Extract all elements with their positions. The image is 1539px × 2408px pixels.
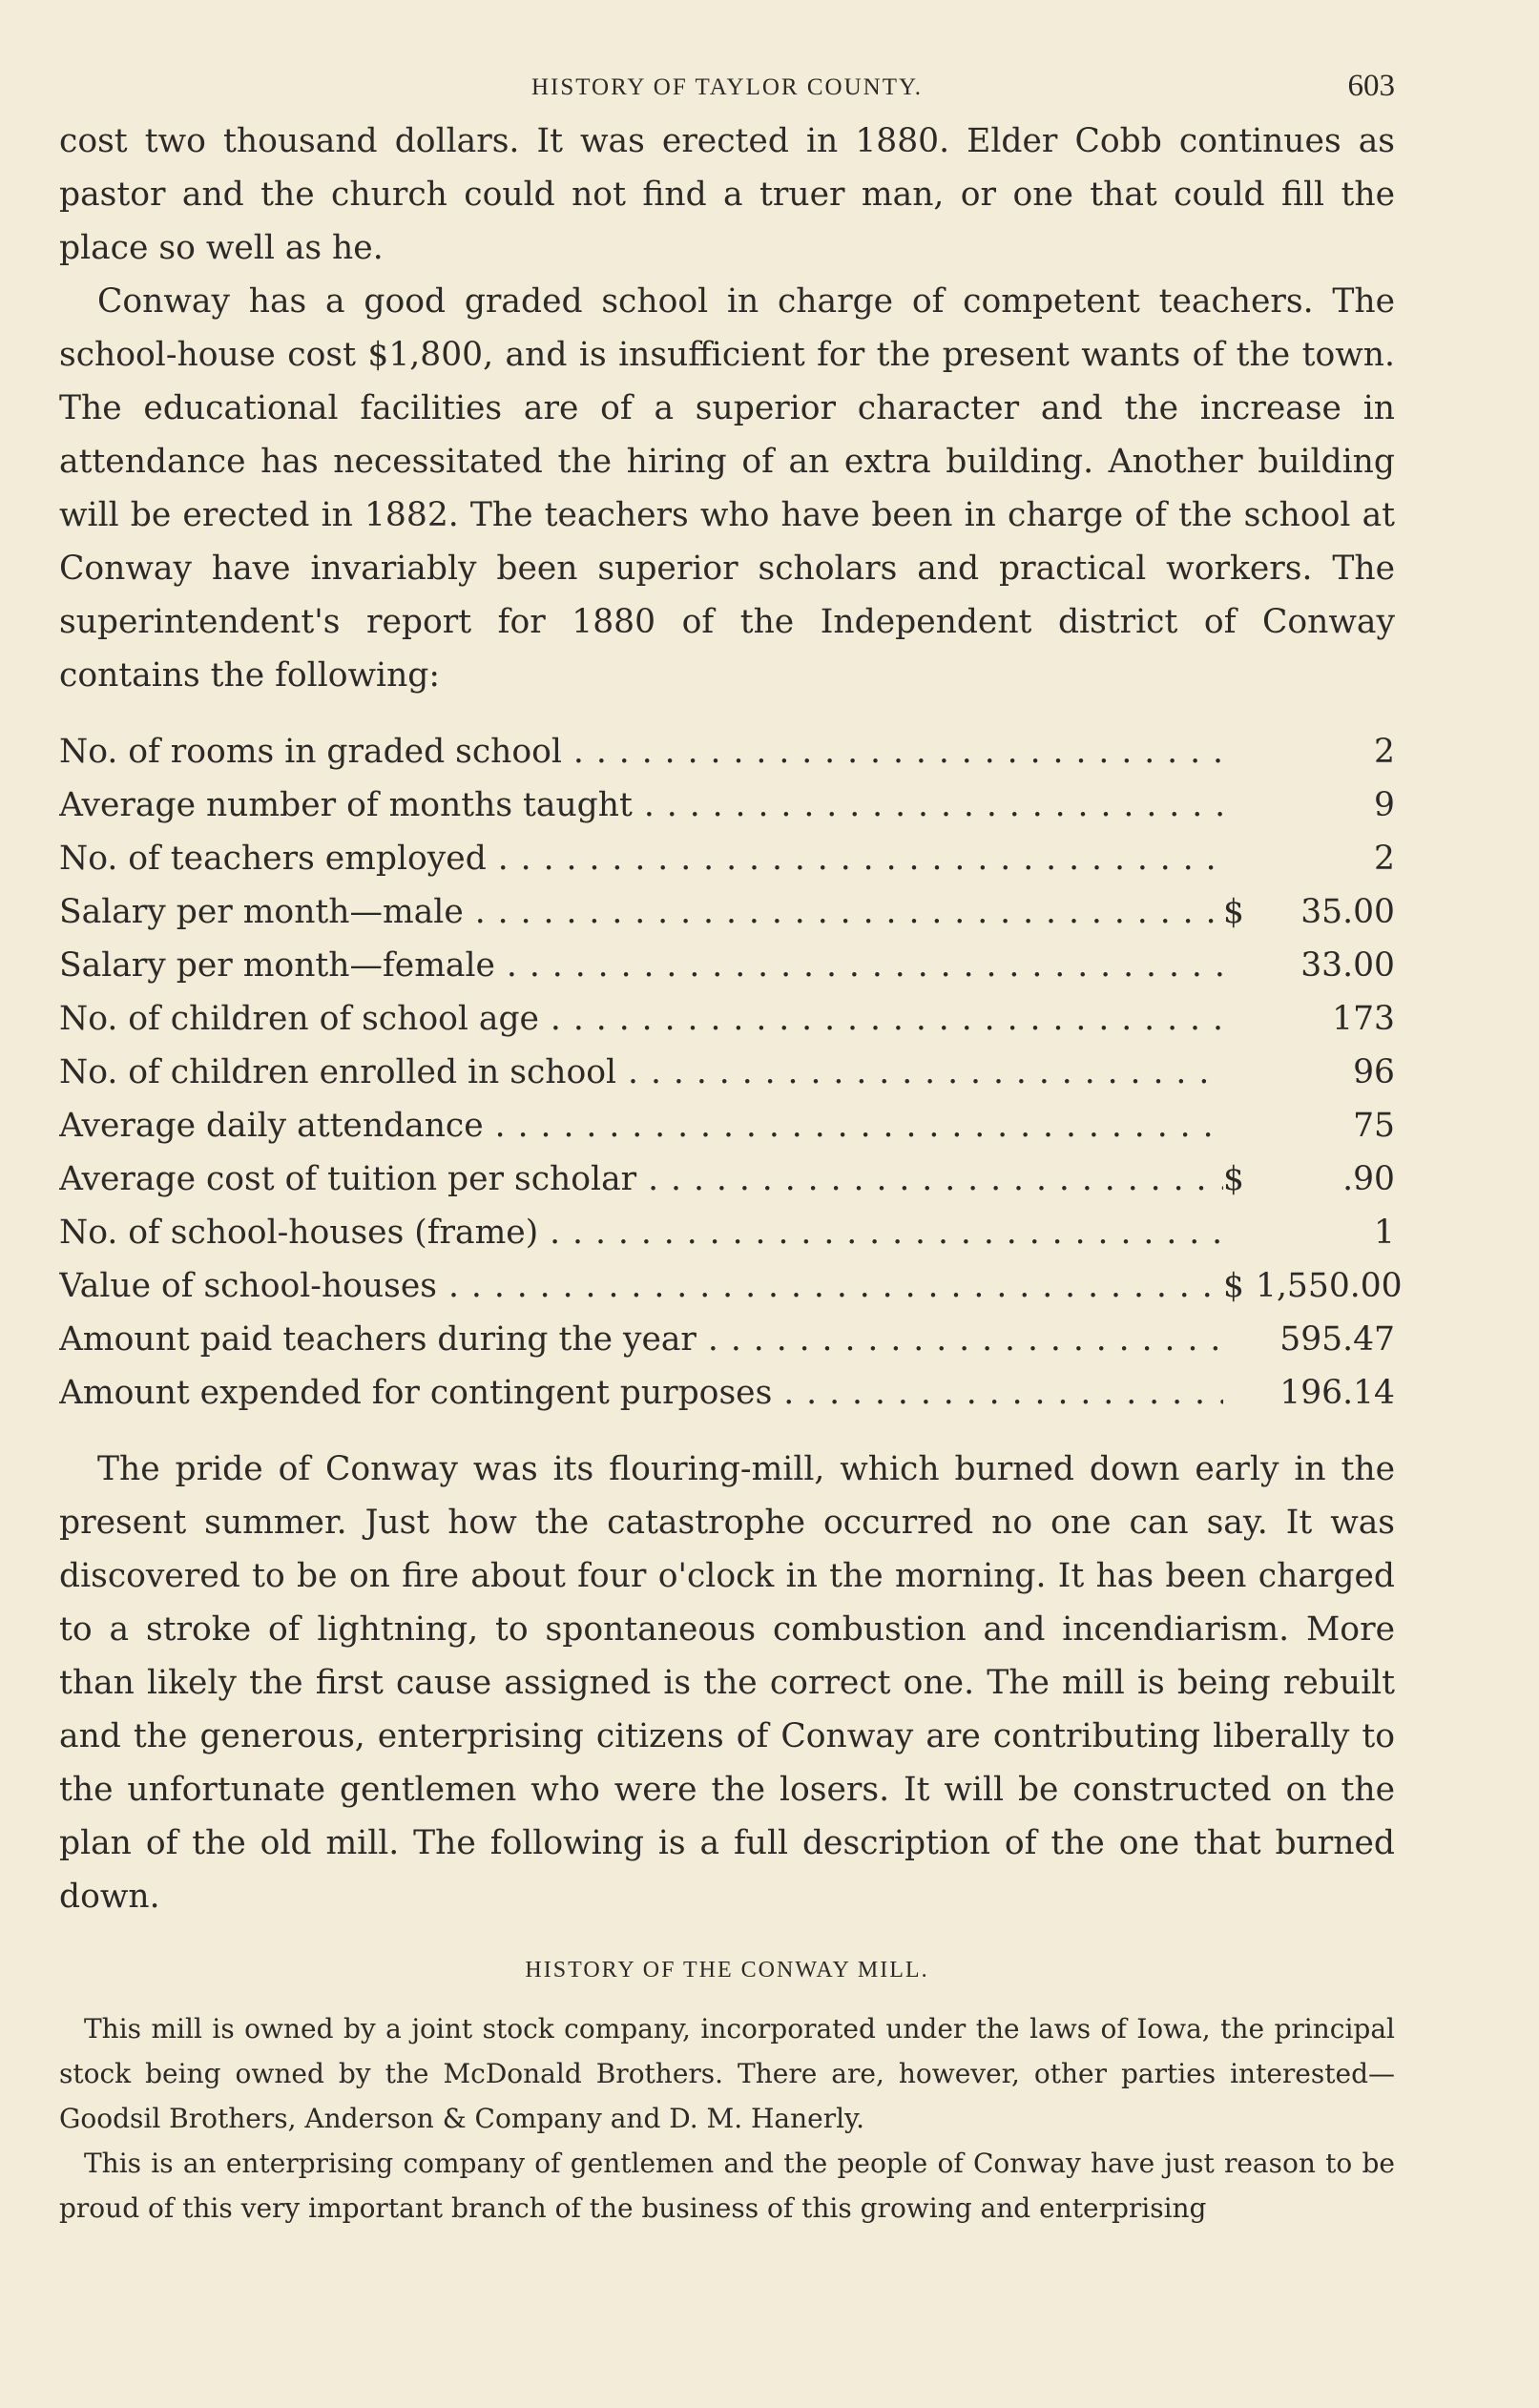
book-page [59, 57, 1403, 2231]
running-title: HISTORY OF TAYLOR COUNTY. [530, 74, 924, 100]
stat-value: 96 [1353, 1053, 1395, 1091]
stat-currency: $ [1223, 893, 1244, 931]
stat-label: Amount paid teachers during the year . . . [59, 1313, 1223, 1366]
stat-row [59, 778, 1395, 832]
section-paragraph: This mill is owned by a joint stock company, incorporated under the laws of Iowa, the principal stock being owned by the McDonald Brothers. There are, however, other parties interested—Goodsil Brothers, Anderson & Company and D. M. Hanerly. [59, 2013, 1395, 2134]
stat-value: 595.47 [1279, 1320, 1395, 1359]
stat-value: 9 [1374, 786, 1395, 824]
stat-value: .90 [1342, 1160, 1395, 1198]
stat-row [59, 1206, 1395, 1259]
stat-currency: $ [1223, 1160, 1244, 1198]
body-paragraph: Conway has a good graded school in charge of competent teachers. The school-house cost $1,800, and is insufficient for the present wants of the town. The educational facilities are of a superior character and the increase in attendance has necessitated the hiring of an extra building. Another building will be erected in 1882. The teachers who have been in charge of the school at Conway have invariably been superior scholars and practical workers. The superintendent's report for 1880 of the Independent district of Conway contains the following: [59, 282, 1395, 695]
stat-row [59, 1099, 1395, 1152]
stat-currency: $ [1223, 1267, 1244, 1305]
stat-value: 33.00 [1300, 946, 1395, 985]
stat-row [59, 1152, 1395, 1206]
running-head [59, 57, 1395, 114]
stat-value: 75 [1353, 1107, 1395, 1145]
stat-row [59, 939, 1395, 992]
stat-label: Value of school-houses . . . [59, 1259, 1223, 1313]
stat-label: No. of children enrolled in school . . . [59, 1046, 1223, 1099]
stat-row [59, 992, 1395, 1046]
stat-label: Salary per month—female . . . [59, 939, 1223, 992]
section-heading: HISTORY OF THE CONWAY MILL. [525, 1958, 929, 1982]
stat-label: No. of children of school age . . . [59, 992, 1223, 1046]
page-number: 603 [1347, 69, 1395, 103]
body-paragraph: The pride of Conway was its flouring-mill, which burned down early in the present summer. Just how the catastrophe occurred no one can say. It was discovered to be on fire about four o'clock in the morning. It has been charged to a stroke of lightning, to spontaneous combustion and incendiarism. More than likely the first cause assigned is the correct one. The mill is being rebuilt and the generous, enterprising citizens of Conway are contributing liberally to the unfortunate gentlemen who were the losers. It will be constructed on the plan of the old mill. The following is a full description of the one that burned down. [59, 1450, 1395, 1916]
section-paragraph: This is an enterprising company of gentlemen and the people of Conway have just reason to be proud of this very important branch of the business of this growing and enterprising [59, 2148, 1395, 2224]
stat-value: 196.14 [1279, 1374, 1395, 1412]
stat-label: No. of school-houses (frame) . . . [59, 1206, 1223, 1259]
stat-label: Average number of months taught . . . [59, 778, 1223, 832]
school-statistics-table [59, 725, 1403, 1420]
stat-row [59, 1046, 1395, 1099]
stat-label: Average cost of tuition per scholar . . . [59, 1152, 1223, 1206]
stat-row [59, 1366, 1395, 1420]
stat-label: Amount expended for contingent purposes . . . [59, 1366, 1223, 1420]
stat-label: Salary per month—male . . . [59, 885, 1223, 939]
stat-value: 2 [1374, 733, 1395, 771]
stat-value: 2 [1374, 840, 1395, 878]
body-paragraph: cost two thousand dollars. It was erected in 1880. Elder Cobb continues as pastor and the church could not find a truer man, or one that could fill the place so well as he. [59, 122, 1395, 267]
stat-row [59, 832, 1395, 885]
stat-row [59, 1259, 1403, 1313]
stat-label: No. of rooms in graded school . . . [59, 725, 1223, 778]
stat-value: 1,550.00 [1256, 1267, 1403, 1305]
stat-value: 1 [1374, 1214, 1395, 1252]
stat-value: 173 [1332, 1000, 1395, 1038]
stat-label: Average daily attendance . . . [59, 1099, 1223, 1152]
stat-value: 35.00 [1300, 893, 1395, 931]
stat-label: No. of teachers employed . . . [59, 832, 1223, 885]
stat-row [59, 1313, 1395, 1366]
stat-row [59, 885, 1395, 939]
stat-row [59, 725, 1395, 778]
